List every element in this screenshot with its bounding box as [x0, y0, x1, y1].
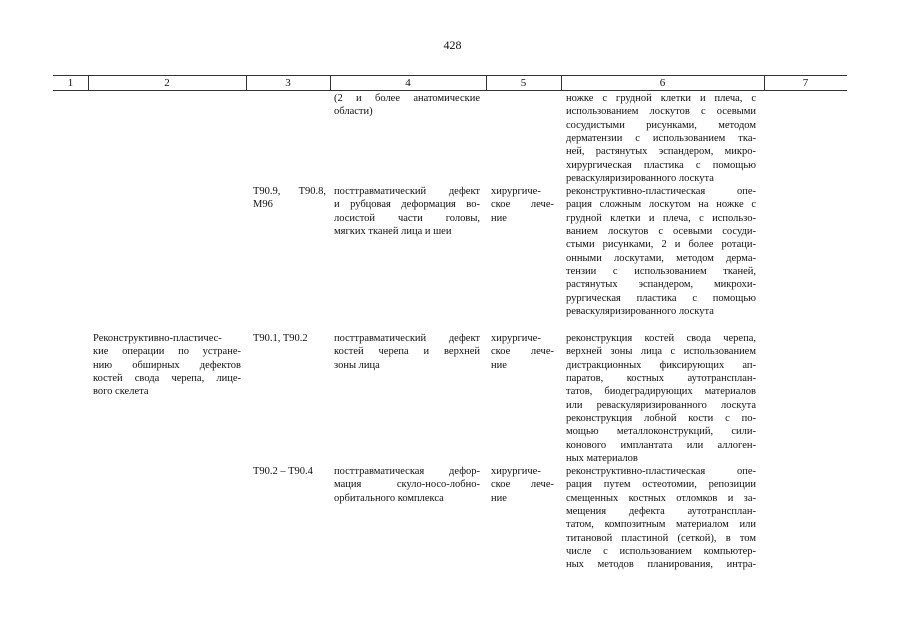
method-cell: ножке с грудной клетки и плеча, с использованием лоскутов с осевыми сосудистыми рисунками, методом дерматензии с использованием тка- ней, растянутых эспандером, микро- хирургическая пластика с помощью реваскуляризированного лоскута: [566, 93, 756, 185]
model-cell: (2 и более анатомические области): [334, 93, 480, 118]
column-number: 5: [520, 77, 527, 89]
model-cell: посттравматический дефект костей черепа и верхней зоны лица: [334, 333, 480, 371]
codes-cell: T90.1, T90.2: [253, 333, 308, 344]
column-number: 2: [164, 77, 170, 89]
method-cell: реконструкция костей свода черепа, верхней зоны лица с использованием дистракционных фиксирующих ап- паратов, костных аутотрансплан- татов, биодеградирующих материалов или реваскуляризированного лоскута реконструкция лобной кости с по- мощью металлоконструкций, сили- конового имплантата или аллоген- ных материалов: [566, 333, 756, 465]
procedure-name-cell: Реконструктивно-пластичес- кие операции по устране- нию обширных дефектов костей свода черепа, лице- вого скелета: [93, 333, 241, 398]
codes-cell: T90.9, T90.8, M96: [253, 186, 326, 211]
column-number: 6: [659, 77, 666, 89]
method-cell: реконструктивно-пластическая опе- рация сложным лоскутом на ножке с грудной клетки и плеча, с использо- ванием лоскутов с осевыми сосуди- стыми рисунками, 2 и более ротаци- онными лоскутами, методом дерма- тензии с использованием тканей, растянутых эспандером, микрохи- рургическая пластика с помощью реваскуляризированного лоскута: [566, 186, 756, 318]
column-number: 3: [285, 77, 291, 89]
page-number: 428: [443, 38, 462, 52]
table-header-rule: [53, 90, 847, 91]
method-cell: реконструктивно-пластическая опе- рация путем остеотомии, репозиции смещенных костных отломков и за- мещения дефекта аутотрансплан- татом, композитным материалом или титановой пластиной (сеткой), в том числе с использованием компьютер- ных методов планирования, интра-: [566, 466, 756, 571]
treatment-cell: хирургиче- ское лече- ние: [491, 186, 554, 224]
model-cell: посттравматическая дефор- мация скуло-носо-лобно- орбитального комплекса: [334, 466, 480, 504]
column-number: 7: [802, 77, 809, 89]
column-number: 4: [405, 77, 411, 89]
table-top-rule: [53, 75, 847, 76]
model-cell: посттравматический дефект и рубцовая деформация во- лосистой части головы, мягких тканей лица и шеи: [334, 186, 480, 238]
column-number: 1: [67, 77, 74, 89]
codes-cell: T90.2 – T90.4: [253, 466, 313, 477]
treatment-cell: хирургиче- ское лече- ние: [491, 333, 554, 371]
treatment-cell: хирургиче- ское лече- ние: [491, 466, 554, 504]
